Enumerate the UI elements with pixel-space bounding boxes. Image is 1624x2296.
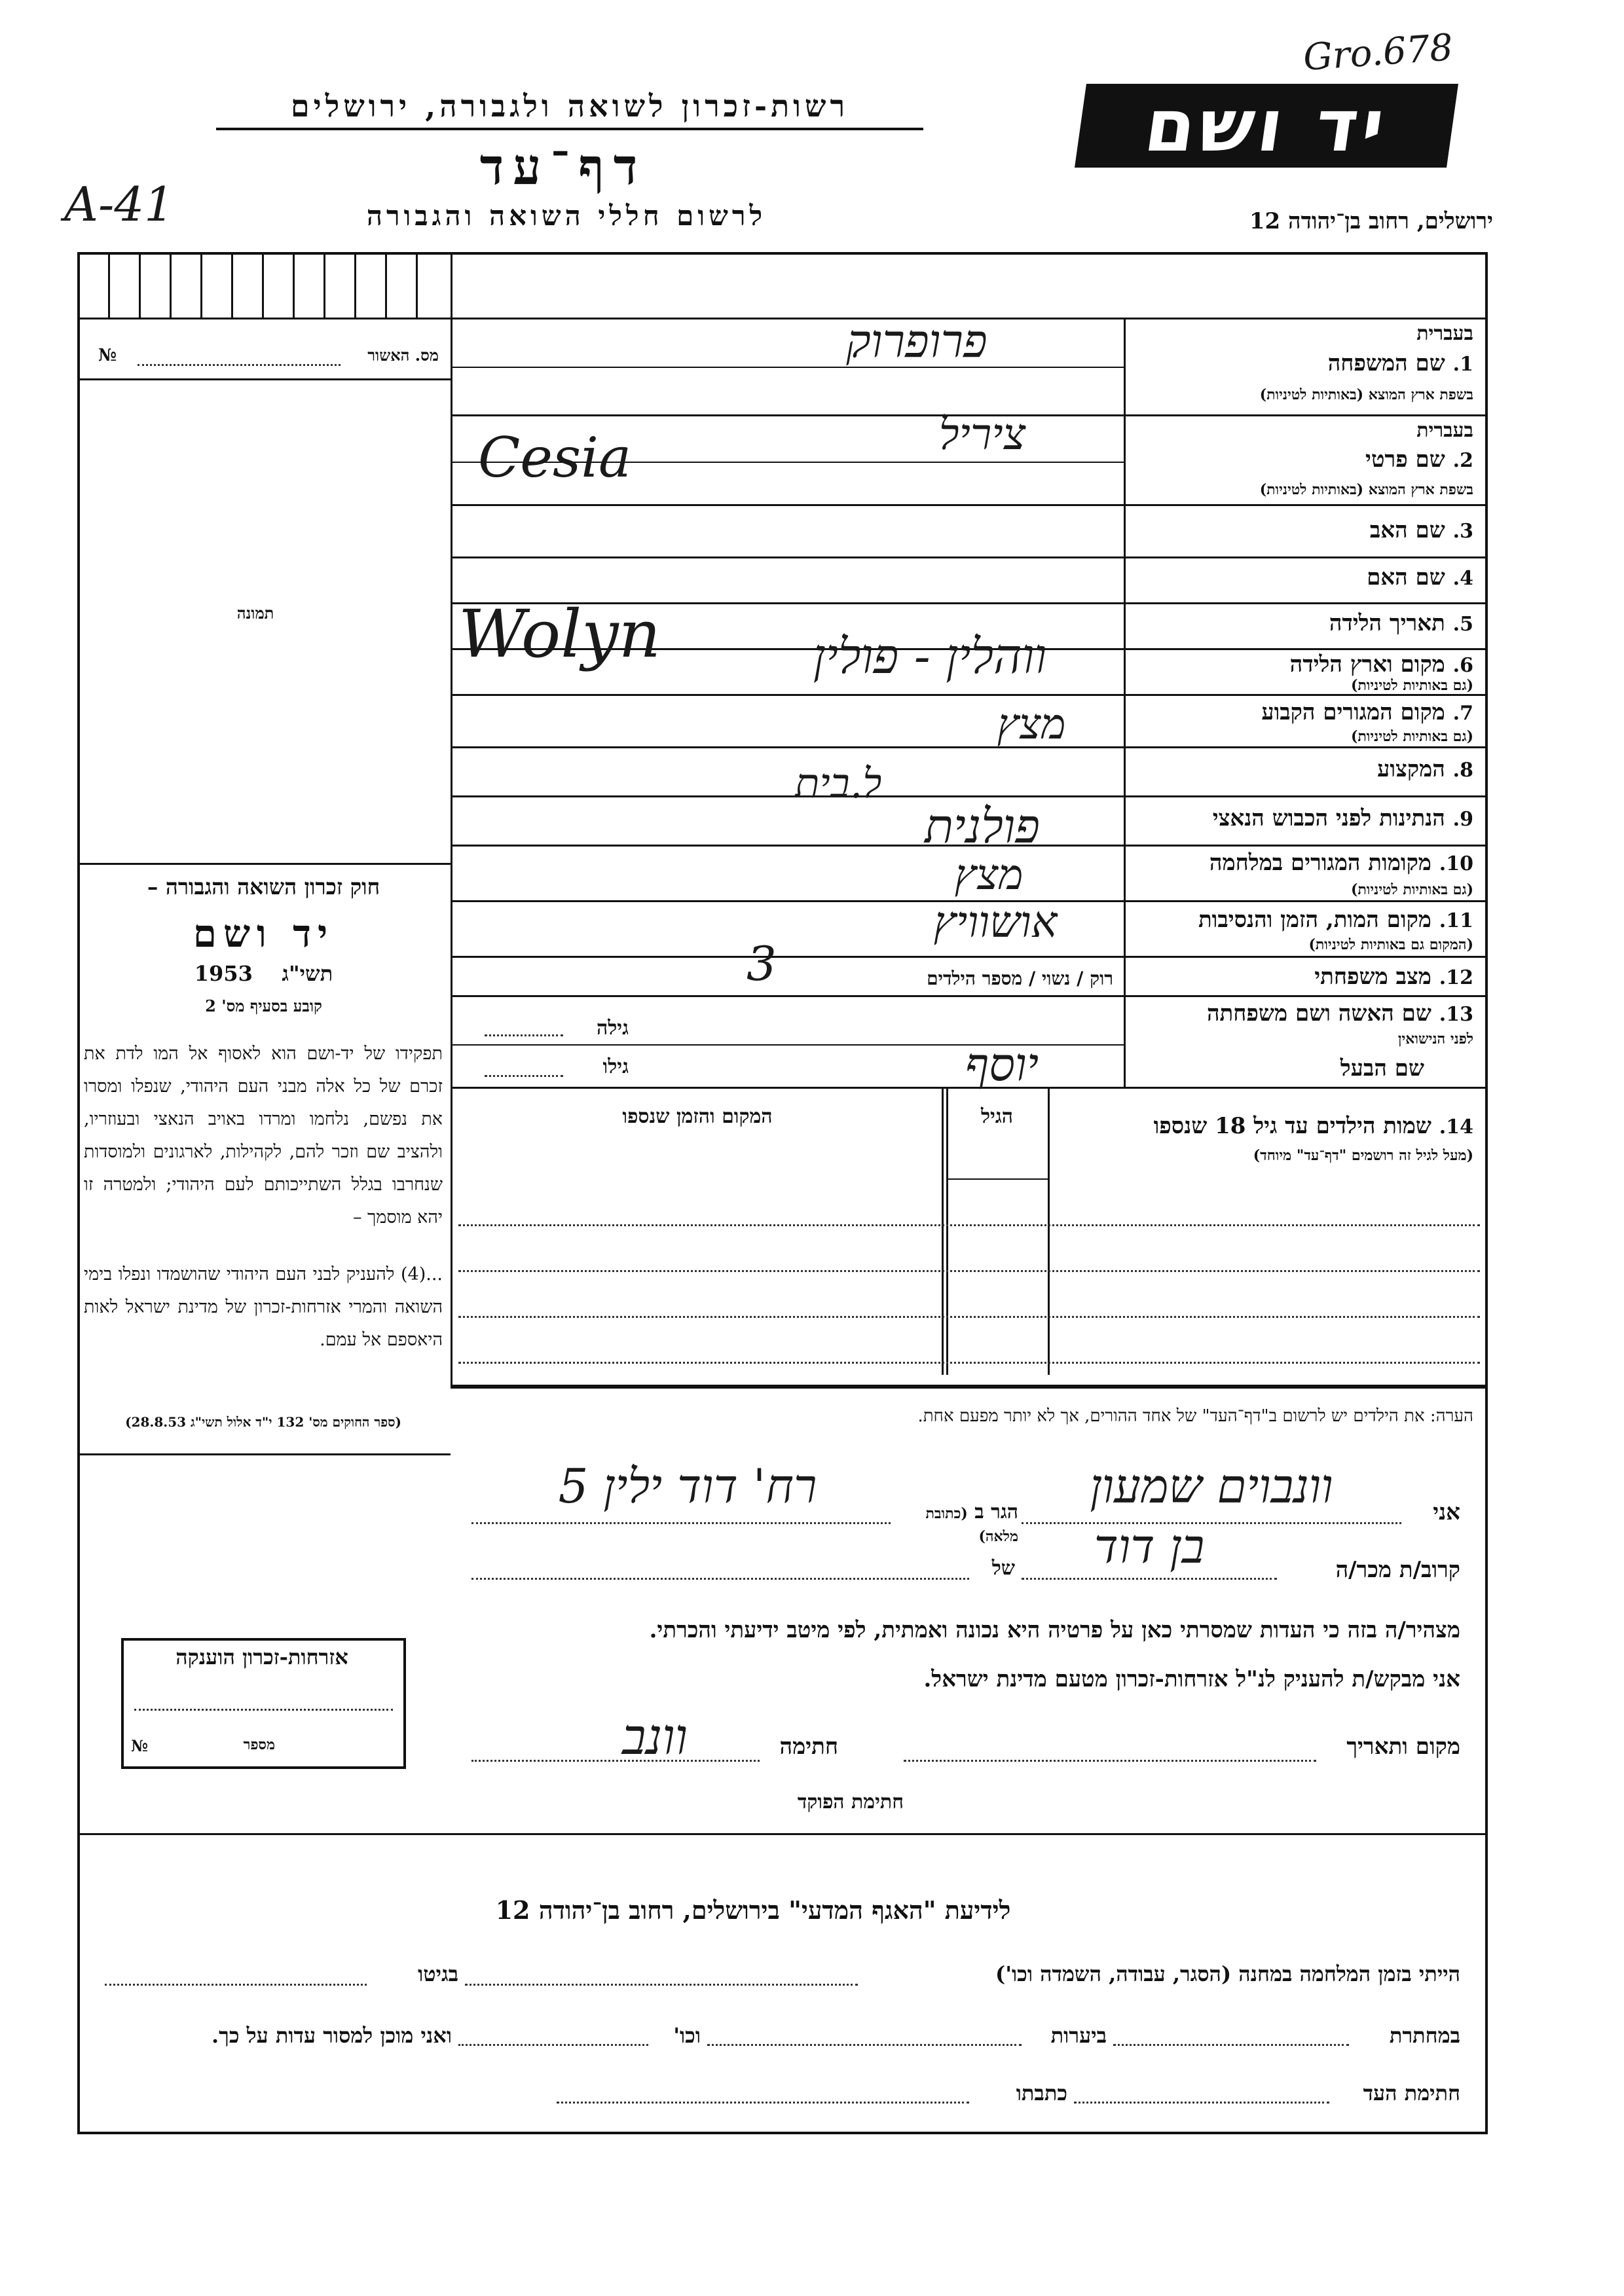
field-2-sub: בשפת ארץ המוצא (באותיות לטיניות) [1259,481,1473,498]
citizenship-value[interactable]: פולנית [924,799,1041,854]
approval-mark: № [98,346,117,365]
law-year-num: 1953 [194,961,253,986]
husband-age-label: גילו [602,1055,629,1078]
field-7-sub: (גם באותיות לטיניות) [1350,728,1473,745]
reference-number: Gro.678 [1302,26,1454,79]
note-text: הערה: את הילדים יש לרשום ב"דף־העד" של אחד ההורים, אך לא יותר מפעם אחת. [917,1406,1473,1426]
declaration-text: מצהיר/ה בזה כי העדות שמסרתי כאן על פרטיה היא נכונה ואמתית, לפי מיטב ידיעתי והכרתי. [649,1617,1460,1643]
law-source: (ספר החוקים מס' 132 י"ד אלול תשי"ג 28.8.53) [125,1414,401,1430]
law-paragraph-2: ...(4) להעניק לבני העם היהודי שהושמדו ונפלו בימי השואה והמרי אזרחות-זכרון של מדינת ישראל לאות היאספם אל עמם. [84,1264,443,1350]
page-subtitle: לרשום חללי השואה והגבורה [366,200,767,232]
field-13-label: 13. שם האשה ושם משפחתה [1207,1000,1473,1027]
citizenship-number-mark: № [131,1736,149,1755]
approval-label: מס. האשור [367,346,439,365]
authority-name: רשות-זכרון לשואה ולגבורה, ירושלים [216,88,923,130]
field-13-sub: לפני הנישואין [1397,1030,1473,1048]
first-name-latin-value[interactable]: Cesia [478,426,632,490]
footer-line3-b: כתבתו [1016,2081,1067,2105]
field-2-label: 2. שם פרטי [1365,446,1473,473]
field-5-label: 5. תאריך הלידה [1329,610,1473,636]
declarant-name-value[interactable]: וונבוים שמעון [1090,1459,1333,1514]
children-place-column: המקום והזמן שנספו [622,1105,773,1128]
birthplace-hebrew-value[interactable]: ווהלין - פולין [813,629,1047,685]
field-6-label: 6. מקום וארץ הלידה [1289,651,1473,678]
birthplace-latin-value[interactable]: Wolyn [458,596,661,672]
residence-value[interactable]: מצץ [997,701,1066,749]
field-3-label: 3. שם האב [1369,517,1473,543]
children-count-value[interactable]: 3 [747,936,777,991]
field-12-extra: רוק / נשוי / מספר הילדים [927,968,1113,989]
officer-signature-label: חתימת הפוקד [797,1791,904,1813]
resident-label: הגר ב (כתובת מלאה) [925,1501,1018,1545]
label-divider [1124,318,1126,1087]
wartime-residence-value[interactable]: מצץ [954,851,1024,900]
of-label: של [991,1557,1015,1580]
field-1-sub-right: בעברית [1416,322,1473,345]
relative-label: קרוב/ת מכר/ה [1335,1557,1460,1583]
field-10-label: 10. מקומות המגורים במלחמה [1209,850,1473,876]
field-8-label: 8. המקצוע [1377,756,1473,782]
field-6-sub: (גם באותיות לטיניות) [1350,677,1473,694]
children-label: 14. שמות הילדים עד גיל 18 שנספו [1153,1113,1473,1139]
footer-line2-a: במחתרת [1389,2023,1460,2048]
field-4-label: 4. שם האם [1367,564,1473,591]
law-title: חוק זכרון השואה והגבורה – [147,874,380,900]
footer-line2-b: ביערות [1050,2023,1107,2048]
law-section: קובע בסעיף מס' 2 [205,996,322,1015]
footer-line2-c: וכו' [673,2023,701,2048]
signature-label: חתימה [779,1734,838,1760]
law-year-heb: תשי"ג [282,961,333,986]
wife-age-label: גילה [596,1017,629,1040]
margin-note: A-41 [64,177,174,232]
left-column-divider [451,252,452,1385]
field-7-label: 7. מקום המגורים הקבוע [1261,699,1473,725]
children-sub: (מעל לגיל זה רושמים "דף־עד" מיוחד) [1253,1147,1473,1164]
husband-label: שם הבעל [1340,1055,1424,1082]
field-2-sub-right: בעברית [1416,419,1473,442]
family-name-hebrew-value[interactable]: פרופרוק [846,314,987,368]
yad-vashem-logo: יד ושם [1075,84,1458,168]
footer-line1-a: הייתי בזמן המלחמה במחנה (הסגר, עבודה, השמדה וכו') [995,1961,1460,1986]
footer-to: לידיעת "האגף המדעי" בירושלים, רחוב בן־יהודה 12 [495,1895,1011,1925]
field-12-label: 12. מצב משפחתי [1314,964,1473,990]
field-10-sub: (גם באותיות לטיניות) [1350,881,1473,898]
field-11-sub: (המקום גם באותיות לטיניות) [1308,936,1473,953]
footer-line2-d: ואני מוכן למסור עדות על כך. [211,2023,452,2048]
citizenship-title: אזרחות-זכרון הוענקה [175,1645,348,1669]
photo-label: תמונה [236,604,274,623]
first-name-hebrew-value[interactable]: ציריל [938,409,1026,460]
place-date-label: מקום ותאריך [1346,1734,1460,1760]
death-place-value[interactable]: אושוויץ [933,897,1058,947]
law-paragraph-1: תפקידו של יד-ושם הוא לאסוף אל המו לדת את זכרם של כל אלה מבני העם היהודי, שנפלו ומסרו את נפשם, נלחמו ומרדו באויב הנאצי ובעוזריו, ולהציב שם וזכר להם, לקהילות, לארגונים ולמוסדות שנחרבו בגלל השתייכותם לעם היהודי; ולמטרה זו יהא מוסמך – [84,1044,443,1228]
relation-value[interactable]: בן דוד [1094,1519,1205,1574]
footer-line1-b: בגיטו [418,1961,458,1986]
declarant-address-value[interactable]: רח' דוד ילין 5 [558,1459,817,1514]
request-text: אני מבקש/ת להעניק לנ"ל אזרחות-זכרון מטעם מדינת ישראל. [923,1666,1460,1692]
children-age-column: הגיל [980,1105,1014,1128]
citizenship-number-label: מספר [243,1736,275,1753]
i-label: אני [1433,1499,1460,1525]
page-title: דף־עד [479,137,647,196]
field-9-label: 9. הנתינות לפני הכבוש הנאצי [1212,805,1473,831]
field-1-sub: בשפת ארץ המוצא (באותיות לטיניות) [1259,386,1473,403]
signature-value[interactable]: וונב [621,1707,688,1766]
husband-name-value[interactable]: יוסף [965,1038,1039,1091]
footer-line3-a: חתימת העד [1363,2081,1460,2105]
field-1-label: 1. שם המשפחה [1327,350,1473,376]
occupation-value[interactable]: ל.בית [794,759,882,807]
field-11-label: 11. מקום המות, הזמן והנסיבות [1198,907,1473,933]
law-name: יד ושם [193,911,335,956]
address: ירושלים, רחוב בן־יהודה 12 [1249,208,1493,234]
law-year [85,961,442,986]
